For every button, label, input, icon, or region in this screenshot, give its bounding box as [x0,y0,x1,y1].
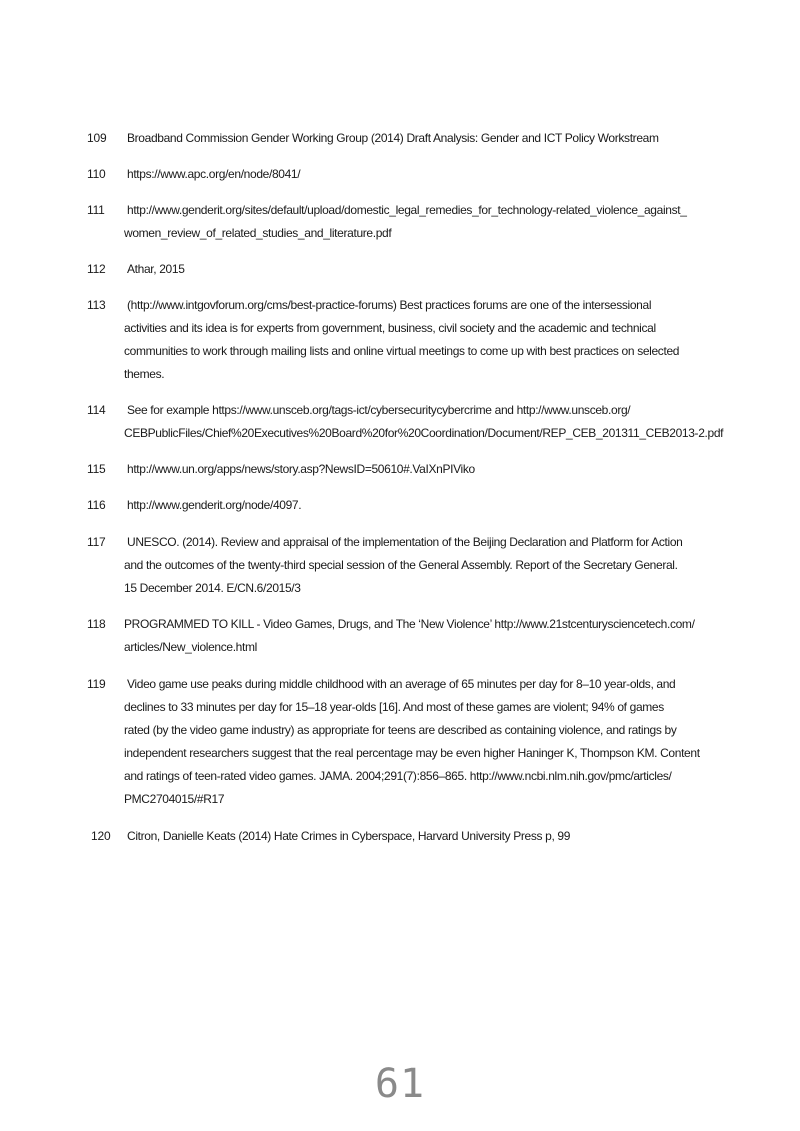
endnote-line: declines to 33 minutes per day for 15–18 year-olds [16]. And most of these games are violent; 94% of games [124,700,664,714]
endnote-number: 118 [87,617,106,631]
endnote-line: PROGRAMMED TO KILL - Video Games, Drugs, and The ‘New Violence’ http://www.21stcenturysciencetech.com/ [124,617,695,631]
endnote-line: and ratings of teen-rated video games. JAMA. 2004;291(7):856–865. http://www.ncbi.nlm.nih.gov/pmc/articles/ [124,769,672,783]
endnote-line: See for example https://www.unsceb.org/tags-ict/cybersecuritycybercrime and http://www.unsceb.org/ [127,403,631,417]
endnote-text [124,494,724,517]
endnote-line: communities to work through mailing lists and online virtual meetings to come up with best practices on selected [124,344,680,358]
endnote-line: themes. [124,367,165,381]
endnote-number: 109 [87,131,107,145]
endnote-number: 112 [87,262,106,276]
endnote-link[interactable]: women_review_of_related_studies_and_literature.pdf [124,226,392,240]
endnote-number: 117 [87,535,106,549]
endnote-number: 120 [91,829,111,843]
endnote-text [124,294,724,386]
endnote-link[interactable]: CEBPublicFiles/Chief%20Executives%20Board%20for%20Coordination/Document/REP_CEB_201311_CEB2013-2.pdf [124,426,724,440]
endnote-number: 110 [87,167,106,181]
endnote-line: PMC2704015/#R17 [124,792,225,806]
endnote-line: independent researchers suggest that the real percentage may be even higher Haninger K, Thompson KM. Content [124,746,700,760]
endnote-link[interactable]: http://www.genderit.org/sites/default/upload/domestic_legal_remedies_for_technology-related_violence_against_ [127,203,687,217]
endnote-line: Broadband Commission Gender Working Group (2014) Draft Analysis: Gender and ICT Policy Workstream [127,131,659,145]
endnote-text [124,399,724,445]
endnote-line: (http://www.intgovforum.org/cms/best-practice-forums) Best practices forums are one of the intersessional [127,298,652,312]
endnote-line: Video game use peaks during middle childhood with an average of 65 minutes per day for 8–10 year-olds, and [127,677,676,691]
endnote-text [124,458,724,481]
endnote-text [124,199,724,245]
endnote-text [124,825,724,848]
page-number: 61 [374,1061,426,1107]
endnote-number: 119 [87,677,106,691]
endnote-link[interactable]: https://www.apc.org/en/node/8041/ [127,167,301,181]
endnote-line: Athar, 2015 [127,262,185,276]
endnote-line: Citron, Danielle Keats (2014) Hate Crimes in Cyberspace, Harvard University Press p, 99 [127,829,571,843]
endnote-line: rated (by the video game industry) as appropriate for teens are described as containing violence, and ratings by [124,723,677,737]
endnote-line: activities and its idea is for experts from government, business, civil society and the academic and technical [124,321,656,335]
endnote-line: UNESCO. (2014). Review and appraisal of the implementation of the Beijing Declaration and Platform for Action [127,535,683,549]
endnote-link[interactable]: http://www.un.org/apps/news/story.asp?NewsID=50610#.VaIXnPIViko [127,462,475,476]
endnote-number: 111 [87,203,105,217]
endnote-text [124,673,724,811]
endnote-text [124,613,724,659]
endnote-text [124,531,724,600]
endnote-text [124,163,724,186]
endnote-line: and the outcomes of the twenty-third special session of the General Assembly. Report of the Secretary General. [124,558,678,572]
endnote-number: 113 [87,298,106,312]
endnote-number: 116 [87,498,106,512]
endnote-link[interactable]: http://www.genderit.org/node/4097. [127,498,302,512]
endnote-number: 114 [87,403,106,417]
endnote-line: 15 December 2014. E/CN.6/2015/3 [124,581,301,595]
endnote-text [124,258,724,281]
endnote-link[interactable]: articles/New_violence.html [124,640,257,654]
endnote-text [124,127,724,150]
endnote-number: 115 [87,462,106,476]
